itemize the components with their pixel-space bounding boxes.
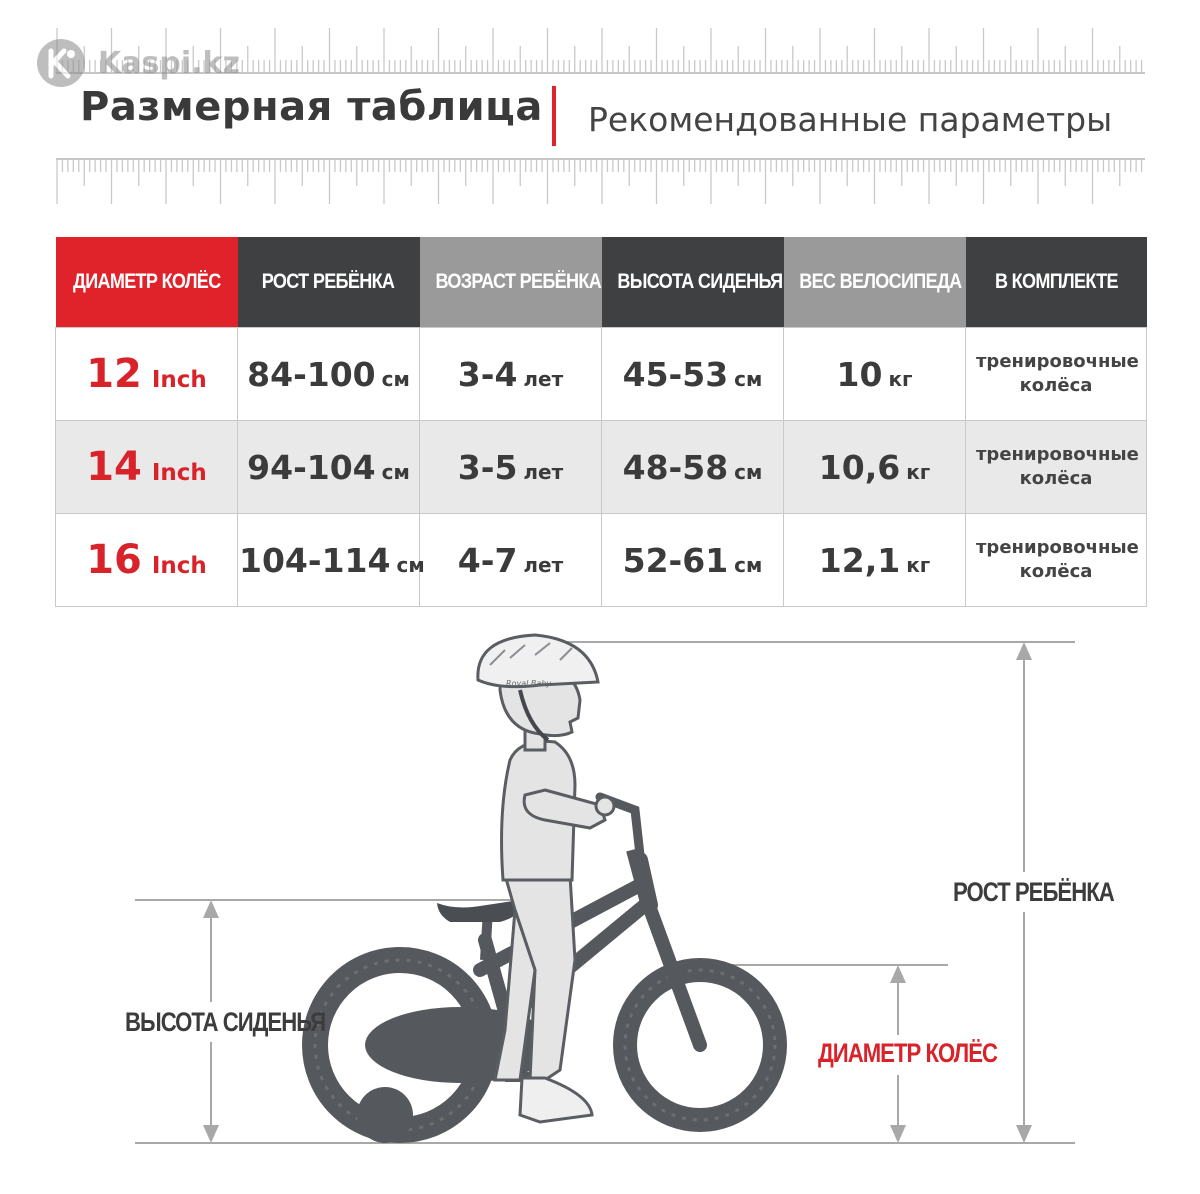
cell-wheel: 14 Inch [56, 421, 238, 514]
header-wheel-diameter: ДИАМЕТР КОЛЁС [56, 237, 238, 328]
title-separator [552, 86, 556, 146]
table-row [56, 328, 1147, 421]
table-row [56, 514, 1147, 607]
cell-age: 3-4 лет [420, 328, 602, 421]
label-seat-height: ВЫСОТА СИДЕНЬЯ [125, 1007, 326, 1037]
helmet-brand-text: Royal Baby [506, 679, 552, 688]
cell-seat: 52-61 см [602, 514, 784, 607]
header-child-height: РОСТ РЕБЁНКА [238, 237, 420, 328]
cell-seat: 48-58 см [602, 421, 784, 514]
label-wheel-diameter: ДИАМЕТР КОЛЁС [818, 1038, 998, 1068]
kaspi-logo-icon [36, 38, 86, 88]
header-bike-weight: ВЕС ВЕЛОСИПЕДА [784, 237, 966, 328]
cell-weight: 10,6 кг [784, 421, 966, 514]
header-child-age: ВОЗРАСТ РЕБЁНКА [420, 237, 602, 328]
cell-height: 84-100 см [238, 328, 420, 421]
cell-kit: тренировочные колёса [966, 514, 1147, 607]
table-row [56, 421, 1147, 514]
label-child-height: РОСТ РЕБЁНКА [953, 877, 1114, 907]
cell-wheel: 16 Inch [56, 514, 238, 607]
cell-weight: 10 кг [784, 328, 966, 421]
header-included: В КОМПЛЕКТЕ [966, 237, 1147, 328]
page-subtitle: Рекомендованные параметры [588, 100, 1113, 139]
cell-height: 104-114 см [238, 514, 420, 607]
cell-kit: тренировочные колёса [966, 328, 1147, 421]
bike-size-illustration [0, 610, 1200, 1190]
cell-kit: тренировочные колёса [966, 421, 1147, 514]
cell-weight: 12,1 кг [784, 514, 966, 607]
cell-seat: 45-53 см [602, 328, 784, 421]
cell-age: 3-5 лет [420, 421, 602, 514]
kaspi-watermark [36, 38, 240, 88]
cell-wheel: 12 Inch [56, 328, 238, 421]
cell-height: 94-104 см [238, 421, 420, 514]
header-seat-height: ВЫСОТА СИДЕНЬЯ [602, 237, 784, 328]
size-table [55, 237, 1147, 607]
ruler-decoration-bottom [56, 158, 1145, 208]
table-header-row [56, 237, 1147, 328]
page-title: Размерная таблица [80, 84, 543, 130]
cell-age: 4-7 лет [420, 514, 602, 607]
watermark-text: Kaspi.kz [98, 45, 240, 81]
